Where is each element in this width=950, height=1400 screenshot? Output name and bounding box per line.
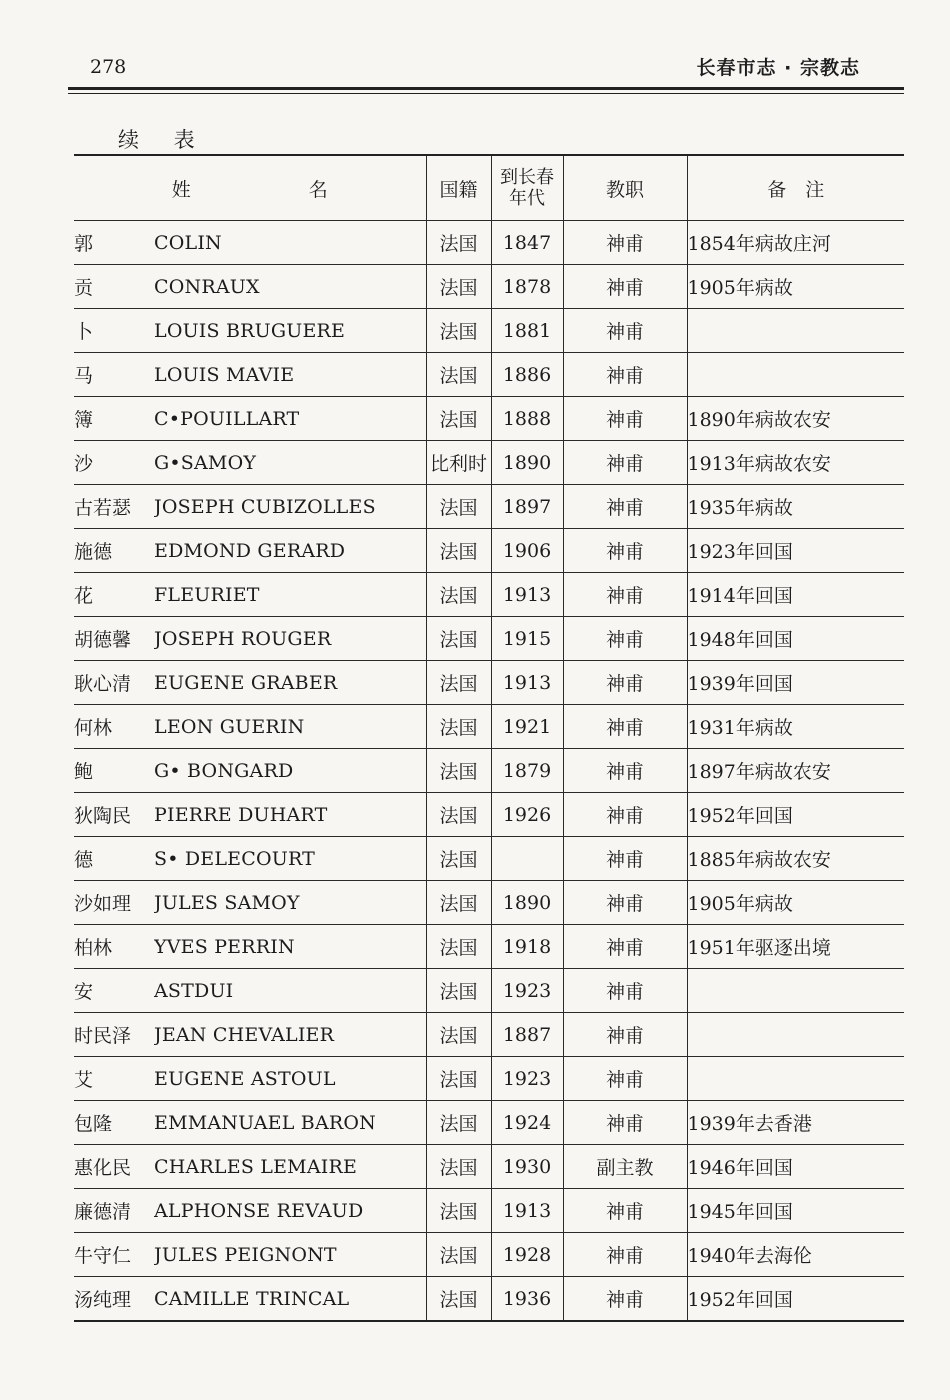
chinese-name-cell: 沙 [74, 441, 154, 485]
continued-label: 续 表 [118, 128, 209, 152]
latin-name-cell: LOUIS BRUGUERE [154, 309, 426, 353]
role-cell: 神甫 [563, 1233, 687, 1277]
table-row [74, 1233, 904, 1277]
note-cell: 1931年病故 [687, 705, 904, 749]
latin-name-cell: CAMILLE TRINCAL [154, 1277, 426, 1322]
nationality-cell: 法国 [426, 221, 491, 265]
latin-name-cell: EUGENE ASTOUL [154, 1057, 426, 1101]
header-name [74, 155, 426, 221]
arrival-year-cell: 1886 [491, 353, 563, 397]
table-row [74, 749, 904, 793]
latin-name-cell: EUGENE GRABER [154, 661, 426, 705]
nationality-cell: 法国 [426, 397, 491, 441]
nationality-cell: 法国 [426, 529, 491, 573]
table-row [74, 573, 904, 617]
header-name-surname: 姓 [171, 178, 191, 201]
arrival-year-cell: 1913 [491, 1189, 563, 1233]
role-cell: 神甫 [563, 485, 687, 529]
header-arrival-line2: 年代 [509, 188, 545, 209]
chinese-name-cell: 施德 [74, 529, 154, 573]
role-cell: 神甫 [563, 1277, 687, 1322]
table-row [74, 441, 904, 485]
nationality-cell: 法国 [426, 1233, 491, 1277]
table-row [74, 837, 904, 881]
role-cell: 神甫 [563, 441, 687, 485]
nationality-cell: 法国 [426, 969, 491, 1013]
missionary-roster-table [74, 154, 904, 1322]
nationality-cell: 法国 [426, 1189, 491, 1233]
arrival-year-cell: 1913 [491, 573, 563, 617]
table-row [74, 925, 904, 969]
table-row [74, 1189, 904, 1233]
role-cell: 神甫 [563, 749, 687, 793]
latin-name-cell: JOSEPH ROUGER [154, 617, 426, 661]
note-cell [687, 969, 904, 1013]
role-cell: 神甫 [563, 353, 687, 397]
arrival-year-cell: 1847 [491, 221, 563, 265]
role-cell: 神甫 [563, 397, 687, 441]
note-cell: 1951年驱逐出境 [687, 925, 904, 969]
nationality-cell: 法国 [426, 485, 491, 529]
chinese-name-cell: 廉德清 [74, 1189, 154, 1233]
role-cell: 神甫 [563, 837, 687, 881]
chinese-name-cell: 狄陶民 [74, 793, 154, 837]
table-row [74, 969, 904, 1013]
arrival-year-cell: 1897 [491, 485, 563, 529]
arrival-year-cell: 1923 [491, 969, 563, 1013]
role-cell: 神甫 [563, 1101, 687, 1145]
latin-name-cell: JULES PEIGNONT [154, 1233, 426, 1277]
chinese-name-cell: 古若瑟 [74, 485, 154, 529]
arrival-year-cell [491, 837, 563, 881]
nationality-cell: 法国 [426, 573, 491, 617]
table-row [74, 1057, 904, 1101]
latin-name-cell: LOUIS MAVIE [154, 353, 426, 397]
table-row [74, 661, 904, 705]
role-cell: 神甫 [563, 881, 687, 925]
note-cell [687, 353, 904, 397]
arrival-year-cell: 1924 [491, 1101, 563, 1145]
role-cell: 神甫 [563, 969, 687, 1013]
arrival-year-cell: 1921 [491, 705, 563, 749]
nationality-cell: 法国 [426, 661, 491, 705]
note-cell: 1914年回国 [687, 573, 904, 617]
note-cell: 1890年病故农安 [687, 397, 904, 441]
table-row [74, 881, 904, 925]
chinese-name-cell: 贡 [74, 265, 154, 309]
nationality-cell: 比利时 [426, 441, 491, 485]
note-cell: 1913年病故农安 [687, 441, 904, 485]
header-rule-thin [68, 93, 904, 94]
table-row [74, 1277, 904, 1322]
chinese-name-cell: 安 [74, 969, 154, 1013]
table-row [74, 617, 904, 661]
nationality-cell: 法国 [426, 881, 491, 925]
table-row [74, 309, 904, 353]
note-cell: 1952年回国 [687, 793, 904, 837]
arrival-year-cell: 1878 [491, 265, 563, 309]
header-note: 备 注 [687, 155, 904, 221]
latin-name-cell: CHARLES LEMAIRE [154, 1145, 426, 1189]
note-cell: 1945年回国 [687, 1189, 904, 1233]
role-cell: 神甫 [563, 793, 687, 837]
latin-name-cell: ALPHONSE REVAUD [154, 1189, 426, 1233]
table-row [74, 353, 904, 397]
chinese-name-cell: 惠化民 [74, 1145, 154, 1189]
role-cell: 神甫 [563, 265, 687, 309]
arrival-year-cell: 1936 [491, 1277, 563, 1322]
note-cell: 1923年回国 [687, 529, 904, 573]
note-cell: 1897年病故农安 [687, 749, 904, 793]
role-cell: 神甫 [563, 573, 687, 617]
latin-name-cell: JULES SAMOY [154, 881, 426, 925]
chinese-name-cell: 鲍 [74, 749, 154, 793]
chinese-name-cell: 马 [74, 353, 154, 397]
nationality-cell: 法国 [426, 793, 491, 837]
arrival-year-cell: 1913 [491, 661, 563, 705]
header-arrival-line1: 到长春 [500, 167, 554, 188]
note-cell: 1905年病故 [687, 265, 904, 309]
nationality-cell: 法国 [426, 1277, 491, 1322]
nationality-cell: 法国 [426, 837, 491, 881]
role-cell: 神甫 [563, 1013, 687, 1057]
latin-name-cell: C•POUILLART [154, 397, 426, 441]
role-cell: 神甫 [563, 529, 687, 573]
table-row [74, 265, 904, 309]
chinese-name-cell: 牛守仁 [74, 1233, 154, 1277]
chinese-name-cell: 何林 [74, 705, 154, 749]
arrival-year-cell: 1879 [491, 749, 563, 793]
table-row [74, 1145, 904, 1189]
page-number: 278 [90, 56, 127, 78]
nationality-cell: 法国 [426, 925, 491, 969]
role-cell: 副主教 [563, 1145, 687, 1189]
arrival-year-cell: 1906 [491, 529, 563, 573]
chinese-name-cell: 德 [74, 837, 154, 881]
table-body [74, 221, 904, 1322]
table-row [74, 221, 904, 265]
arrival-year-cell: 1926 [491, 793, 563, 837]
role-cell: 神甫 [563, 617, 687, 661]
header-role: 教职 [563, 155, 687, 221]
arrival-year-cell: 1915 [491, 617, 563, 661]
header-nationality: 国籍 [426, 155, 491, 221]
table-row [74, 529, 904, 573]
latin-name-cell: S• DELECOURT [154, 837, 426, 881]
role-cell: 神甫 [563, 925, 687, 969]
chinese-name-cell: 沙如理 [74, 881, 154, 925]
table-row [74, 485, 904, 529]
latin-name-cell: EDMOND GERARD [154, 529, 426, 573]
header-arrival-year [491, 155, 563, 221]
arrival-year-cell: 1881 [491, 309, 563, 353]
note-cell: 1854年病故庄河 [687, 221, 904, 265]
role-cell: 神甫 [563, 1057, 687, 1101]
chinese-name-cell: 郭 [74, 221, 154, 265]
arrival-year-cell: 1918 [491, 925, 563, 969]
chinese-name-cell: 时民泽 [74, 1013, 154, 1057]
chinese-name-cell: 卜 [74, 309, 154, 353]
table-row [74, 1013, 904, 1057]
latin-name-cell: LEON GUERIN [154, 705, 426, 749]
nationality-cell: 法国 [426, 1145, 491, 1189]
nationality-cell: 法国 [426, 265, 491, 309]
table-row [74, 397, 904, 441]
arrival-year-cell: 1923 [491, 1057, 563, 1101]
latin-name-cell: FLEURIET [154, 573, 426, 617]
chinese-name-cell: 汤纯理 [74, 1277, 154, 1322]
note-cell [687, 1057, 904, 1101]
note-cell: 1885年病故农安 [687, 837, 904, 881]
note-cell: 1939年回国 [687, 661, 904, 705]
role-cell: 神甫 [563, 221, 687, 265]
table-row [74, 1101, 904, 1145]
running-title: 长春市志 · 宗教志 [696, 57, 860, 79]
note-cell: 1905年病故 [687, 881, 904, 925]
nationality-cell: 法国 [426, 353, 491, 397]
chinese-name-cell: 花 [74, 573, 154, 617]
latin-name-cell: YVES PERRIN [154, 925, 426, 969]
note-cell [687, 309, 904, 353]
note-cell [687, 1013, 904, 1057]
latin-name-cell: CONRAUX [154, 265, 426, 309]
chinese-name-cell: 艾 [74, 1057, 154, 1101]
note-cell: 1939年去香港 [687, 1101, 904, 1145]
arrival-year-cell: 1888 [491, 397, 563, 441]
role-cell: 神甫 [563, 705, 687, 749]
table-row [74, 705, 904, 749]
arrival-year-cell: 1887 [491, 1013, 563, 1057]
nationality-cell: 法国 [426, 617, 491, 661]
latin-name-cell: JEAN CHEVALIER [154, 1013, 426, 1057]
chinese-name-cell: 柏林 [74, 925, 154, 969]
nationality-cell: 法国 [426, 749, 491, 793]
latin-name-cell: JOSEPH CUBIZOLLES [154, 485, 426, 529]
role-cell: 神甫 [563, 309, 687, 353]
header-name-given: 名 [308, 178, 328, 201]
chinese-name-cell: 耿心清 [74, 661, 154, 705]
role-cell: 神甫 [563, 661, 687, 705]
chinese-name-cell: 胡德馨 [74, 617, 154, 661]
nationality-cell: 法国 [426, 1057, 491, 1101]
note-cell: 1940年去海伦 [687, 1233, 904, 1277]
latin-name-cell: EMMANUAEL BARON [154, 1101, 426, 1145]
table-header-row [74, 155, 904, 221]
nationality-cell: 法国 [426, 1013, 491, 1057]
latin-name-cell: ASTDUI [154, 969, 426, 1013]
note-cell: 1935年病故 [687, 485, 904, 529]
latin-name-cell: PIERRE DUHART [154, 793, 426, 837]
arrival-year-cell: 1890 [491, 441, 563, 485]
header-rule-thick [68, 87, 904, 90]
arrival-year-cell: 1890 [491, 881, 563, 925]
chinese-name-cell: 包隆 [74, 1101, 154, 1145]
nationality-cell: 法国 [426, 705, 491, 749]
table-row [74, 793, 904, 837]
chinese-name-cell: 簿 [74, 397, 154, 441]
note-cell: 1952年回国 [687, 1277, 904, 1322]
arrival-year-cell: 1930 [491, 1145, 563, 1189]
latin-name-cell: G•SAMOY [154, 441, 426, 485]
latin-name-cell: COLIN [154, 221, 426, 265]
latin-name-cell: G• BONGARD [154, 749, 426, 793]
nationality-cell: 法国 [426, 309, 491, 353]
nationality-cell: 法国 [426, 1101, 491, 1145]
note-cell: 1946年回国 [687, 1145, 904, 1189]
role-cell: 神甫 [563, 1189, 687, 1233]
arrival-year-cell: 1928 [491, 1233, 563, 1277]
note-cell: 1948年回国 [687, 617, 904, 661]
